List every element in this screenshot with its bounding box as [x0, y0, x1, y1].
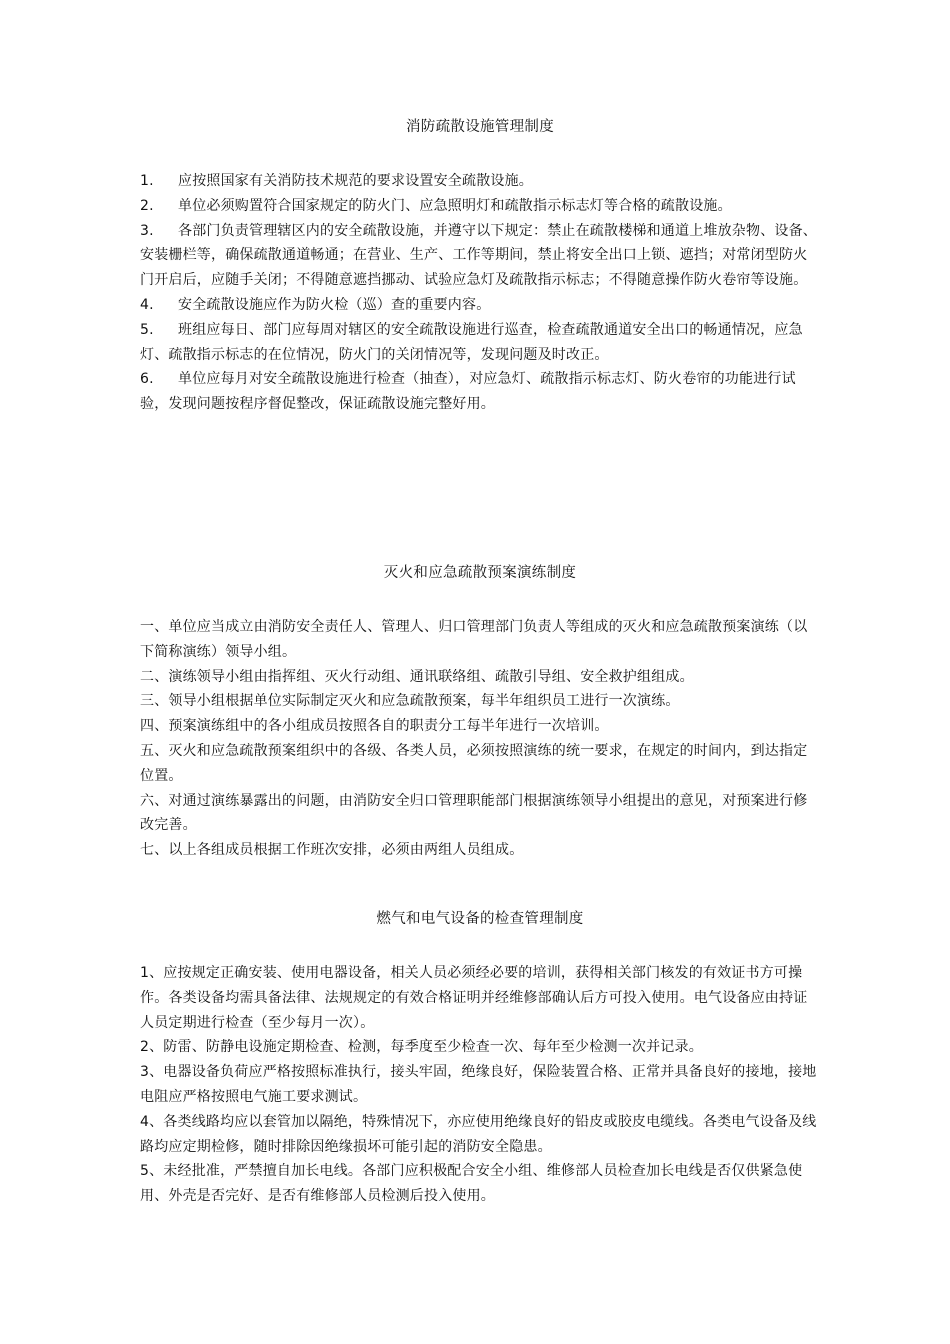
section-title: 燃气和电气设备的检查管理制度 — [376, 911, 584, 927]
item-number: 4. — [140, 296, 154, 313]
rule-list — [140, 615, 820, 863]
item-number: 5. — [140, 321, 154, 338]
section-title: 消防疏散设施管理制度 — [406, 119, 554, 135]
list-item: 4、各类线路均应以套管加以隔绝，特殊情况下，亦应使用绝缘良好的铅皮或胶皮电缆线。各类电气设备及线路均应定期检修，随时排除因绝缘损坏可能引起的消防安全隐患。 — [140, 1113, 817, 1155]
list-item: 3、电器设备负荷应严格按照标准执行，接头牢固，绝缘良好，保险装置合格、正常并具备良好的接地，接地电阻应严格按照电气施工要求测试。 — [140, 1064, 817, 1105]
list-item: 5、未经批准，严禁擅自加长电线。各部门应积极配合安全小组、维修部人员检查加长电线是否仅供紧急使用、外壳是否完好、是否有维修部人员检测后投入使用。 — [140, 1163, 803, 1205]
list-item: 七、以上各组成员根据工作班次安排，必须由两组人员组成。 — [140, 842, 524, 859]
item-number: 6. — [140, 371, 154, 388]
item-text: 安全疏散设施应作为防火检（巡）查的重要内容。 — [178, 296, 491, 313]
list-item: 六、对通过演练暴露出的问题，由消防安全归口管理职能部门根据演练领导小组提出的意见，对预案进行修改完善。 — [140, 792, 808, 834]
item-number: 2. — [140, 197, 154, 214]
list-item: 2、防雷、防静电设施定期检查、检测，每季度至少检查一次、每年至少检测一次并记录。 — [140, 1039, 703, 1056]
item-text: 各部门负责管理辖区内的安全疏散设施，并遵守以下规定：禁止在疏散楼梯和通道上堆放杂物、设备、安装栅栏等，确保疏散通道畅通；在营业、生产、工作等期间，禁止将安全出口上锁、遮挡；对常闭型防火门开启后，应随手关闭；不得随意遮挡挪动、试验应急灯及疏散指示标志；不得随意操作防火卷帘等设施。 — [140, 222, 817, 289]
item-number: 1. — [140, 173, 154, 189]
list-item: 四、预案演练组中的各小组成员按照各自的职责分工每半年进行一次培训。 — [140, 718, 609, 735]
list-item: 二、演练领导小组由指挥组、灭火行动组、通讯联络组、疏散引导组、安全救护组组成。 — [140, 668, 694, 685]
list-item: 五、灭火和应急疏散预案组织中的各级、各类人员，必须按照演练的统一要求，在规定的时间内，到达指定位置。 — [140, 742, 808, 784]
list-item — [140, 293, 820, 318]
list-item — [140, 219, 820, 293]
item-text: 单位必须购置符合国家规定的防火门、应急照明灯和疏散指示标志灯等合格的疏散设施。 — [178, 197, 732, 214]
section-evacuation-drill — [140, 563, 820, 863]
section-gas-electric-inspection — [140, 909, 820, 1209]
list-item: 1、应按规定正确安装、使用电器设备，相关人员必须经必要的培训，获得相关部门核发的有效证书方可操作。各类设备均需具备法律、法规规定的有效合格证明并经维修部确认后方可投入使用。电气设备应由持证人员定期进行检查（至少每月一次）。 — [140, 965, 808, 1031]
section-evacuation-facilities — [140, 117, 820, 417]
item-text: 单位应每月对安全疏散设施进行检查（抽查），对应急灯、疏散指示标志灯、防火卷帘的功能进行试验，发现问题按程序督促整改，保证疏散设施完整好用。 — [140, 371, 796, 413]
rule-list — [140, 169, 820, 417]
list-item — [140, 194, 820, 219]
list-item — [140, 318, 820, 368]
item-text: 应按照国家有关消防技术规范的要求设置安全疏散设施。 — [178, 173, 533, 189]
list-item — [140, 367, 820, 417]
rule-list — [140, 961, 820, 1209]
list-item: 三、领导小组根据单位实际制定灭火和应急疏散预案，每半年组织员工进行一次演练。 — [140, 693, 680, 710]
list-item: 一、单位应当成立由消防安全责任人、管理人、归口管理部门负责人等组成的灭火和应急疏散预案演练（以下简称演练）领导小组。 — [140, 619, 808, 660]
item-number: 3. — [140, 222, 154, 239]
list-item — [140, 169, 820, 194]
section-title: 灭火和应急疏散预案演练制度 — [383, 565, 577, 581]
item-text: 班组应每日、部门应每周对辖区的安全疏散设施进行巡查，检查疏散通道安全出口的畅通情况，应急灯、疏散指示标志的在位情况，防火门的关闭情况等，发现问题及时改正。 — [140, 321, 803, 363]
